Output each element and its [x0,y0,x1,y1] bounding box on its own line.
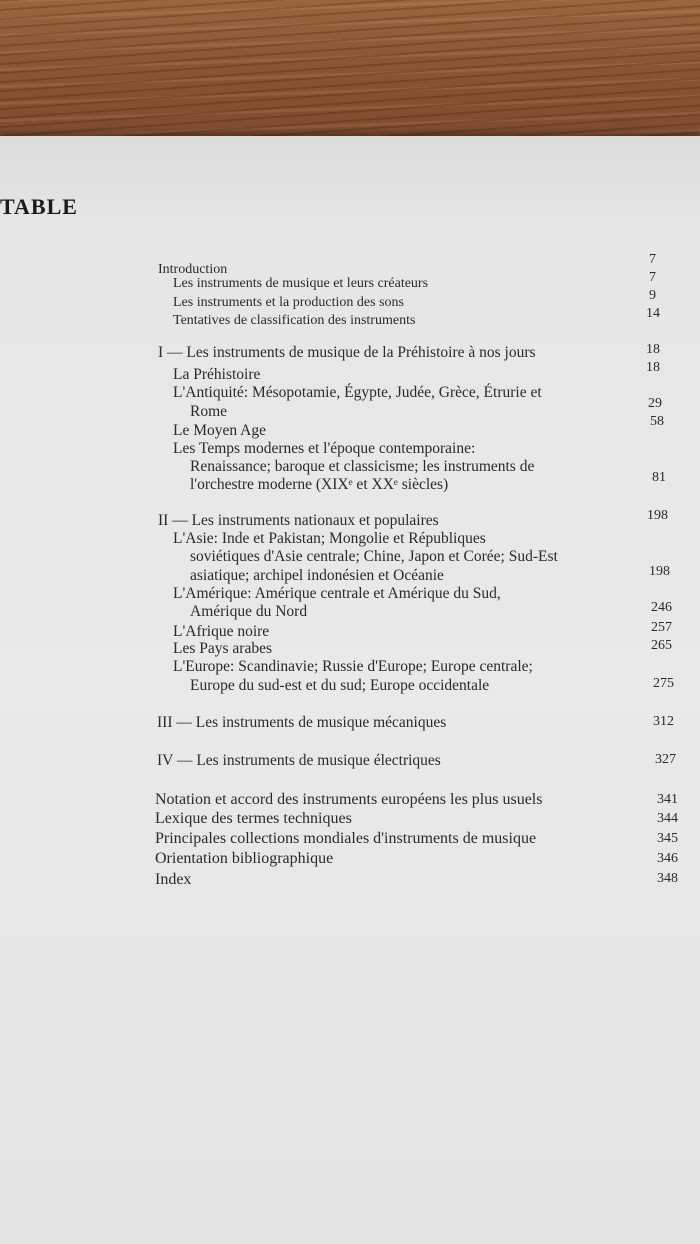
toc-page-number: 257 [651,620,672,635]
toc-entry: Les instruments de musique et leurs créateurs [173,276,429,291]
toc-entry: L'Amérique: Amérique centrale et Amérique du Sud, [173,585,501,602]
toc-entry: L'Europe: Scandinavie; Russie d'Europe; Europe centrale; [173,658,533,675]
toc-entry-continuation: Europe du sud-est et du sud; Europe occidentale [190,677,490,694]
toc-page-number: 81 [652,470,666,485]
toc-entry: Tentatives de classification des instruments [173,313,416,328]
toc-entry: Les Pays arabes [173,640,272,657]
toc-intro-heading: Introduction [158,262,228,277]
toc-entry-continuation: l'orchestre moderne (XIXᵉ et XXᵉ siècles) [190,476,449,493]
toc-page-number: 346 [657,851,678,866]
toc-entry-continuation: asiatique; archipel indonésien et Océanie [190,567,444,584]
toc-page-number: 312 [653,714,674,729]
toc-page-number: 265 [651,638,672,653]
toc-entry-continuation: soviétiques d'Asie centrale; Chine, Japon et Corée; Sud-Est [190,548,558,565]
toc-entry: Le Moyen Age [173,422,266,439]
toc-page-number: 327 [655,752,676,767]
toc-page-number: 345 [657,831,678,846]
toc-appendix-entry: Notation et accord des instruments européens les plus usuels [155,791,543,808]
toc-page-number: 275 [653,676,674,691]
toc-page-number: 14 [646,306,660,321]
toc-entry-continuation: Rome [190,403,228,420]
toc-entry: La Préhistoire [173,366,261,383]
toc-page-number: 18 [646,342,660,357]
toc-page-number: 58 [650,414,664,429]
toc-page-number: 341 [657,792,678,807]
toc-page-number: 198 [647,508,668,523]
toc-part-heading: I — Les instruments de musique de la Préhistoire à nos jours [158,344,536,361]
toc-appendix-entry: Lexique des termes techniques [155,810,352,827]
toc-part-heading: III — Les instruments de musique mécaniques [157,714,447,731]
toc-entry-continuation: Renaissance; baroque et classicisme; les instruments de [190,458,535,475]
toc-page-number: 29 [648,396,662,411]
toc-page-number: 9 [649,288,656,303]
toc-page-number: 18 [646,360,660,375]
toc-entry-continuation: Amérique du Nord [190,603,308,620]
toc-part-heading: II — Les instruments nationaux et populaires [158,512,439,529]
toc-page-number: 7 [649,270,656,285]
toc-part-heading: IV — Les instruments de musique électriques [157,752,441,769]
page-title: TABLE [0,194,78,219]
toc-page-number: 246 [651,600,672,615]
toc-entry: L'Antiquité: Mésopotamie, Égypte, Judée, Grèce, Étrurie et [173,384,542,401]
toc-appendix-entry: Orientation bibliographique [155,850,334,867]
toc-intro-heading-page: 7 [649,252,656,267]
toc-page-number: 344 [657,811,678,826]
toc-page-number: 198 [649,564,670,579]
toc-entry: Les Temps modernes et l'époque contemporaine: [173,440,476,457]
toc-entry: L'Asie: Inde et Pakistan; Mongolie et Républiques [173,530,486,547]
toc-appendix-entry: Index [155,871,192,888]
toc-entry: L'Afrique noire [173,623,270,640]
toc-page-number: 348 [657,871,678,886]
toc-appendix-entry: Principales collections mondiales d'instruments de musique [155,830,537,847]
toc-entry: Les instruments et la production des sons [173,295,404,310]
